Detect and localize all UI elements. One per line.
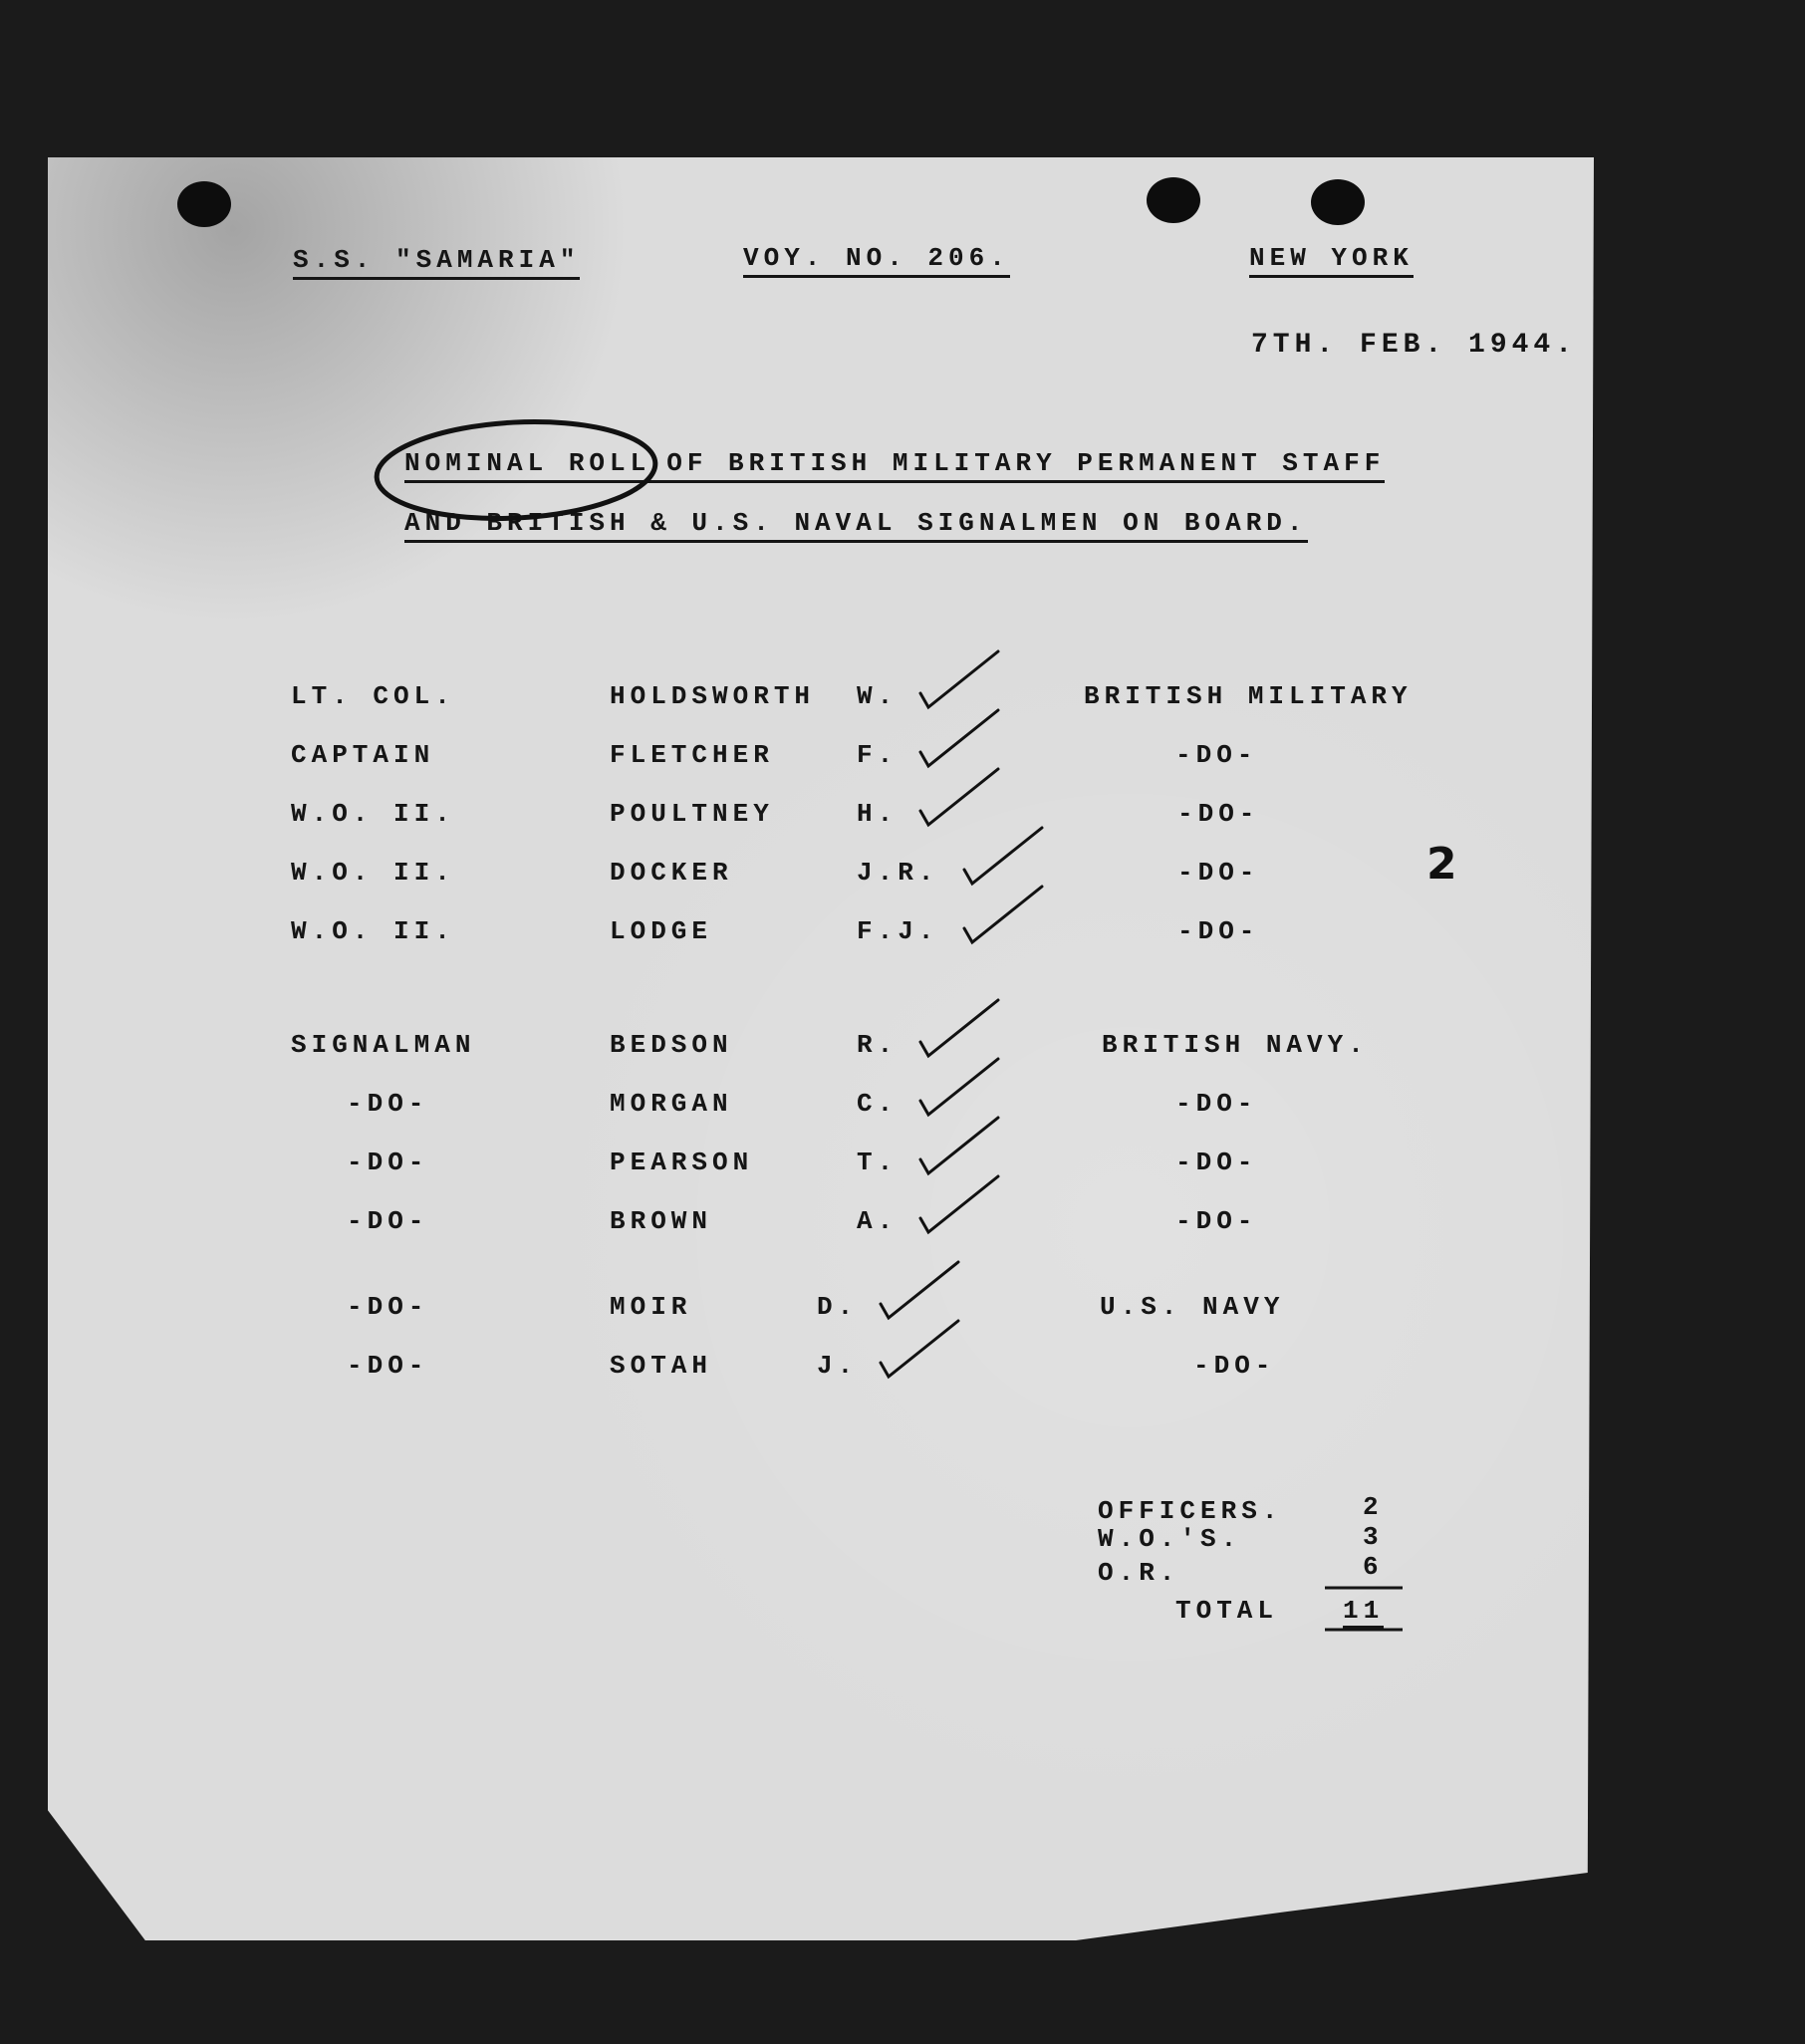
check-mark bbox=[920, 769, 998, 825]
officers-value: 2 bbox=[1363, 1492, 1384, 1522]
initials-cell: J. bbox=[817, 1351, 859, 1381]
ship-name: S.S. "SAMARIA" bbox=[293, 245, 580, 280]
rank-cell: W.O. II. bbox=[291, 916, 455, 946]
wos-value: 3 bbox=[1363, 1522, 1384, 1552]
initials-cell: J.R. bbox=[857, 858, 939, 888]
check-mark bbox=[881, 1262, 958, 1318]
check-mark bbox=[920, 1059, 998, 1115]
rank-cell: -DO- bbox=[347, 1148, 429, 1177]
surname-cell: LODGE bbox=[610, 916, 713, 946]
rank-cell: -DO- bbox=[347, 1089, 429, 1119]
surname-cell: PEARSON bbox=[610, 1148, 754, 1177]
wos-label: W.O.'S. bbox=[1098, 1524, 1242, 1554]
service-cell: U.S. NAVY bbox=[1100, 1292, 1285, 1322]
document-date: 7TH. FEB. 1944. bbox=[1251, 330, 1578, 361]
surname-cell: BROWN bbox=[610, 1206, 713, 1236]
port-name: NEW YORK bbox=[1249, 243, 1414, 278]
check-mark bbox=[920, 1176, 998, 1232]
or-value: 6 bbox=[1363, 1552, 1384, 1582]
initials-cell: F.J. bbox=[857, 916, 939, 946]
initials-cell: C. bbox=[857, 1089, 899, 1119]
or-label: O.R. bbox=[1098, 1558, 1180, 1588]
surname-cell: HOLDSWORTH bbox=[610, 681, 816, 711]
surname-cell: POULTNEY bbox=[610, 799, 774, 829]
rank-cell: -DO- bbox=[347, 1292, 429, 1322]
total-value: 11 bbox=[1343, 1596, 1384, 1629]
initials-cell: H. bbox=[857, 799, 899, 829]
initials-cell: T. bbox=[857, 1148, 899, 1177]
check-mark bbox=[881, 1321, 958, 1377]
check-mark bbox=[920, 710, 998, 766]
service-cell: -DO- bbox=[1193, 1351, 1276, 1381]
service-cell: -DO- bbox=[1175, 1089, 1258, 1119]
service-cell: BRITISH NAVY. bbox=[1102, 1030, 1369, 1060]
initials-cell: A. bbox=[857, 1206, 899, 1236]
rank-cell: W.O. II. bbox=[291, 858, 455, 888]
initials-cell: D. bbox=[817, 1292, 859, 1322]
total-label: TOTAL bbox=[1175, 1596, 1279, 1626]
service-cell: BRITISH MILITARY bbox=[1084, 681, 1413, 711]
rank-cell: -DO- bbox=[347, 1206, 429, 1236]
initials-cell: F. bbox=[857, 740, 899, 770]
rank-cell: W.O. II. bbox=[291, 799, 455, 829]
service-cell: -DO- bbox=[1175, 740, 1258, 770]
surname-cell: DOCKER bbox=[610, 858, 733, 888]
service-cell: -DO- bbox=[1175, 1206, 1258, 1236]
officers-label: OFFICERS. bbox=[1098, 1496, 1283, 1526]
margin-note: 2 bbox=[1426, 839, 1457, 890]
service-cell: -DO- bbox=[1175, 1148, 1258, 1177]
check-mark bbox=[920, 1118, 998, 1173]
title-rest: OF BRITISH MILITARY PERMANENT STAFF bbox=[650, 448, 1385, 483]
surname-cell: BEDSON bbox=[610, 1030, 733, 1060]
initials-cell: R. bbox=[857, 1030, 899, 1060]
rank-cell: -DO- bbox=[347, 1351, 429, 1381]
title-circled-text: NOMINAL ROLL bbox=[404, 448, 650, 483]
check-mark bbox=[964, 887, 1042, 942]
title-line-2: AND BRITISH & U.S. NAVAL SIGNALMEN ON BOARD. bbox=[404, 508, 1308, 543]
surname-cell: FLETCHER bbox=[610, 740, 774, 770]
check-mark bbox=[964, 828, 1042, 884]
surname-cell: MORGAN bbox=[610, 1089, 733, 1119]
handwritten-circle bbox=[375, 415, 658, 526]
initials-cell: W. bbox=[857, 681, 899, 711]
service-cell: -DO- bbox=[1177, 916, 1260, 946]
check-mark bbox=[920, 651, 998, 707]
surname-cell: SOTAH bbox=[610, 1351, 713, 1381]
check-mark bbox=[920, 1000, 998, 1056]
rank-cell: CAPTAIN bbox=[291, 740, 435, 770]
service-cell: -DO- bbox=[1177, 799, 1260, 829]
rank-cell: LT. COL. bbox=[291, 681, 455, 711]
voyage-number: VOY. NO. 206. bbox=[743, 243, 1010, 278]
surname-cell: MOIR bbox=[610, 1292, 692, 1322]
service-cell: -DO- bbox=[1177, 858, 1260, 888]
rank-cell: SIGNALMAN bbox=[291, 1030, 476, 1060]
